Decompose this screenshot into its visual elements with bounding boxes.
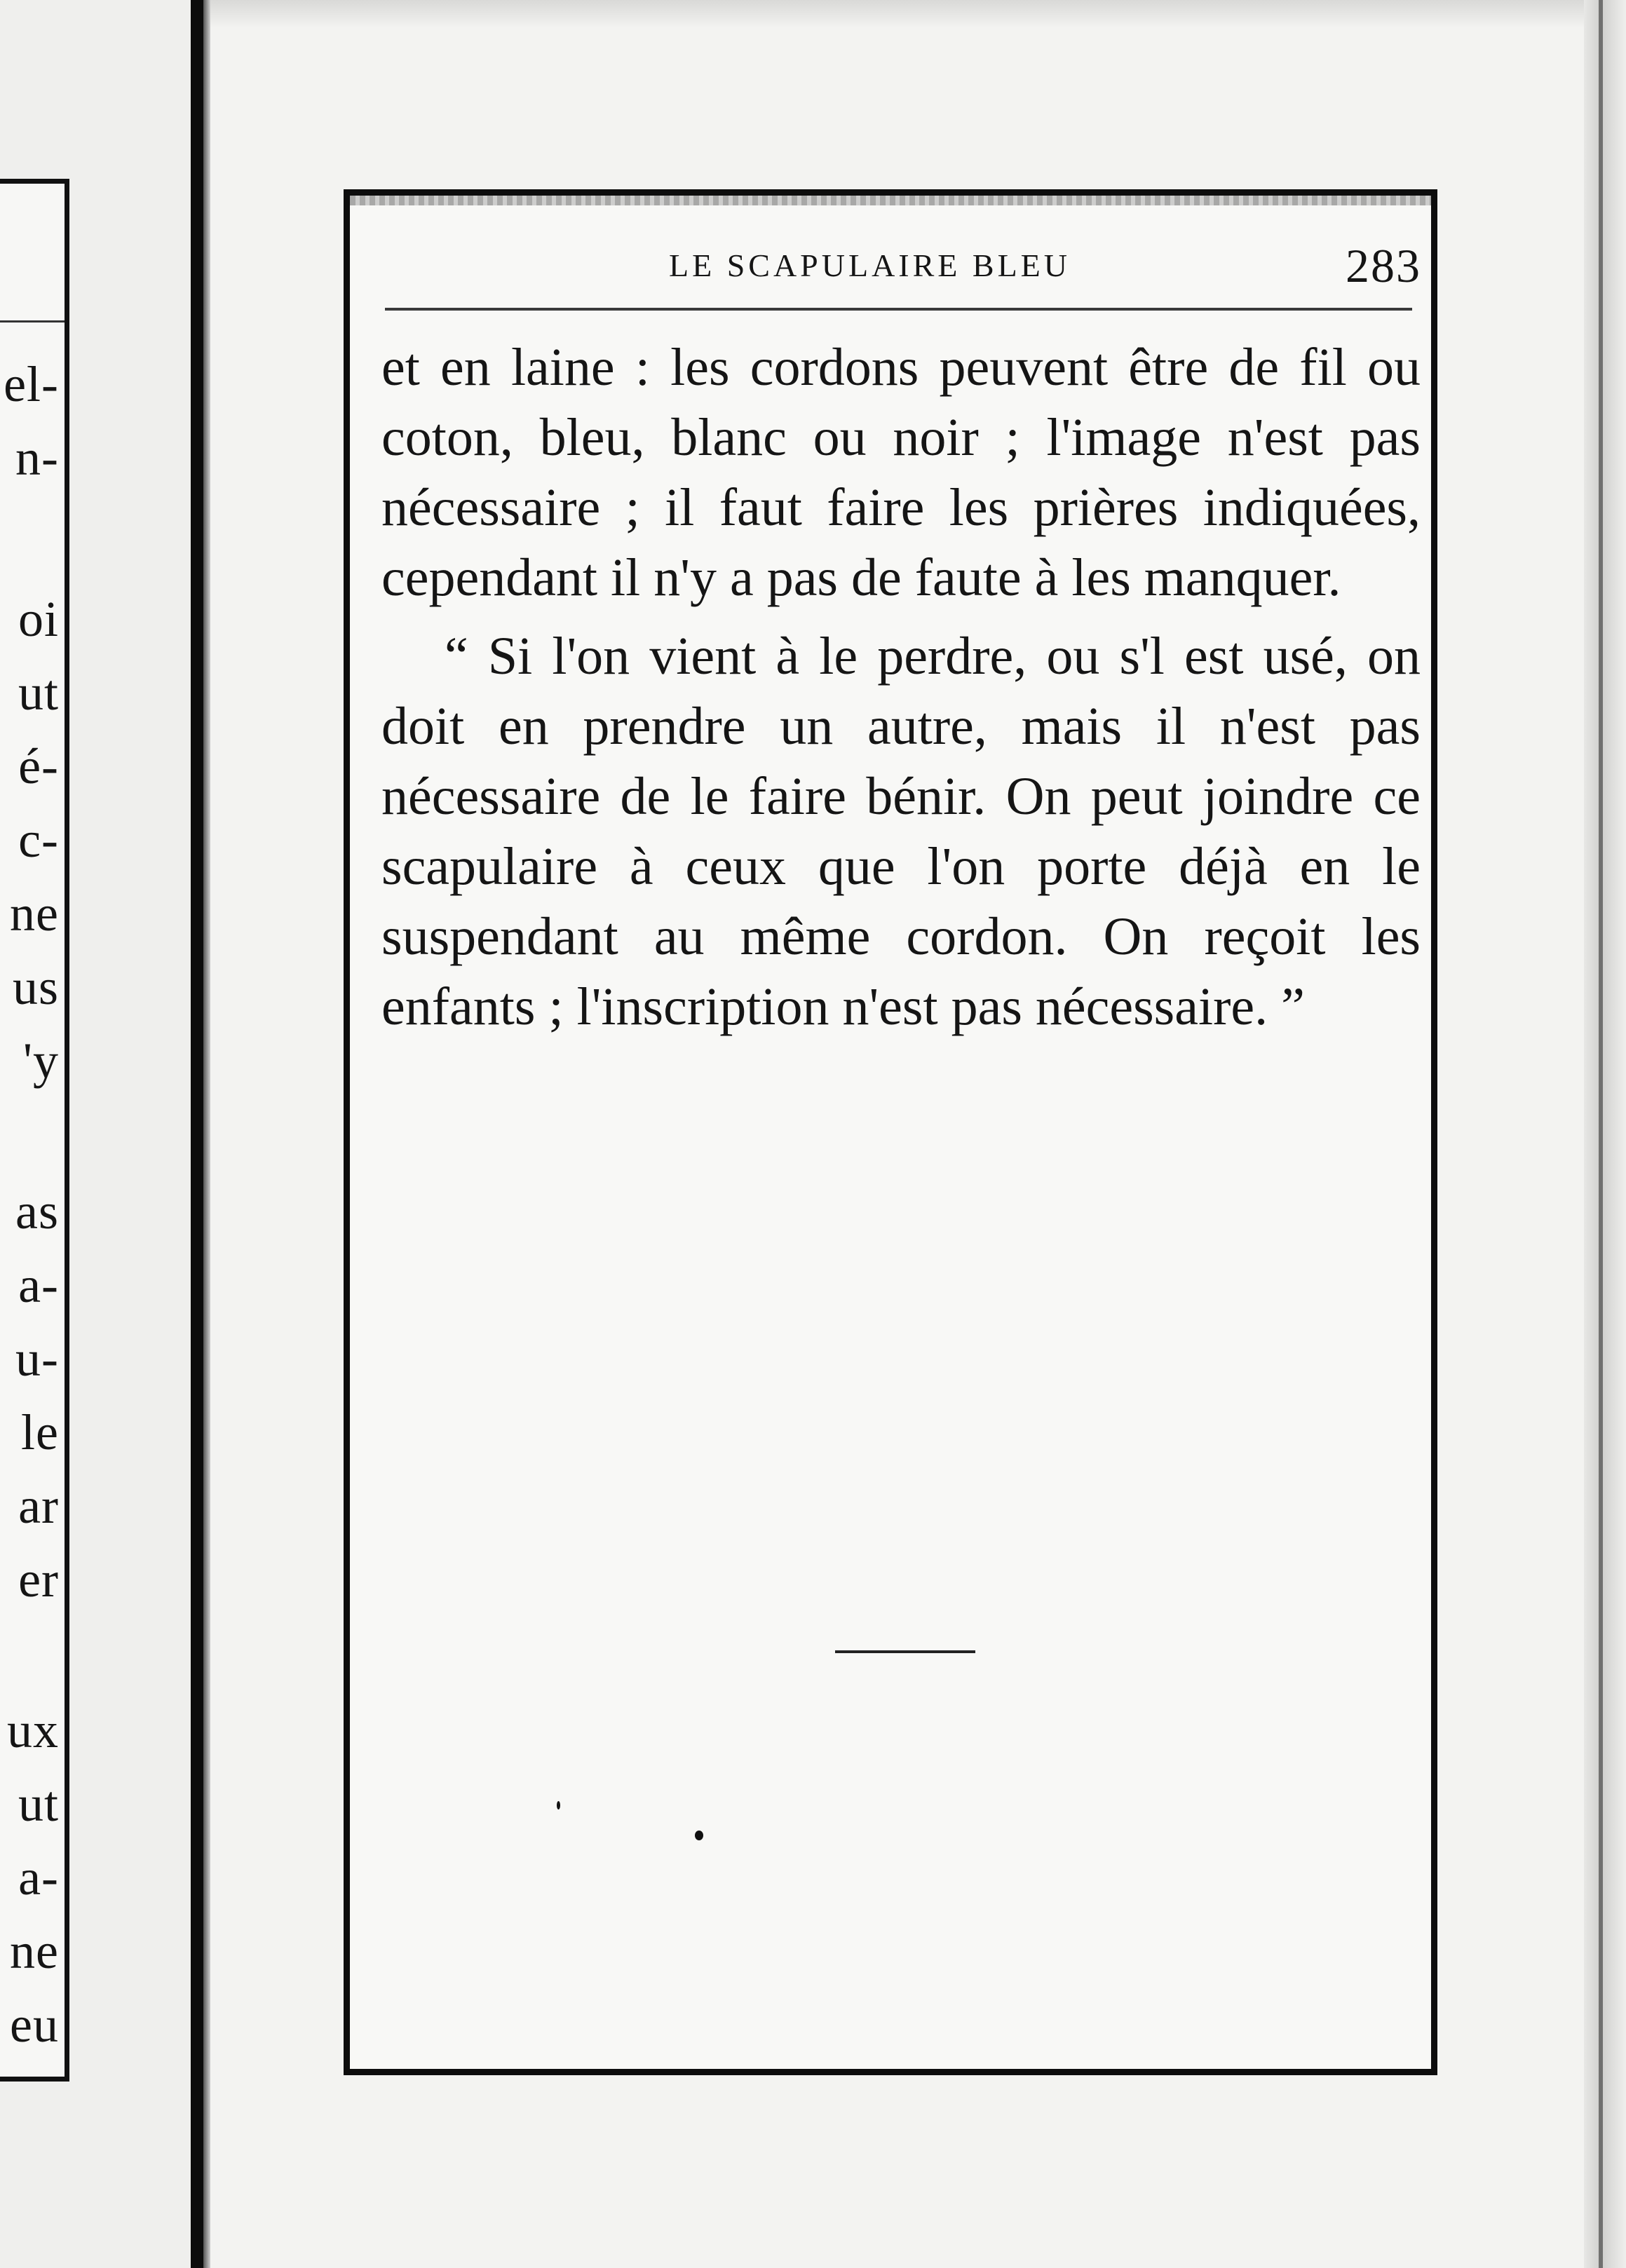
- paragraph: “ Si l'on vient à le perdre, ou s'l est usé, on doit en prendre un autre, mais il n'est pas nécessaire de le faire bénir. On peut joindre ce scapulaire à ceux que l'on porte déjà en le suspendant au même cordon. On reçoit les enfants ; l'inscription n'est pas nécessaire. ”: [381, 627, 1421, 1036]
- page-frame: [344, 189, 1437, 2075]
- previous-page-line: ut: [18, 665, 59, 721]
- running-head: [350, 234, 1431, 297]
- previous-page-line: ne: [10, 885, 59, 942]
- previous-page-line: us: [12, 959, 59, 1015]
- previous-page-line: 'y: [23, 1033, 59, 1089]
- header-rule: [385, 308, 1412, 311]
- previous-page-fragment: [0, 179, 69, 2082]
- previous-page-line: oi: [18, 591, 59, 647]
- previous-page-line: as: [15, 1183, 59, 1240]
- previous-page-line: ut: [18, 1776, 59, 1832]
- previous-page-line: é-: [18, 738, 59, 794]
- spine-shadow: [191, 0, 205, 2268]
- body-text: [381, 332, 1421, 1042]
- previous-page-line: eu: [10, 1997, 59, 2053]
- end-rule: [835, 1650, 975, 1653]
- page-number: 283: [1346, 239, 1421, 292]
- previous-page-line: n-: [15, 430, 59, 486]
- ink-speck: [557, 1801, 560, 1809]
- previous-page-line: ar: [18, 1478, 59, 1534]
- previous-page-line: u-: [15, 1331, 59, 1387]
- right-edge-shadow: [1584, 0, 1626, 2268]
- running-title: LE SCAPULAIRE BLEU: [669, 247, 1071, 283]
- previous-page-line: c-: [18, 812, 59, 868]
- top-shade: [210, 0, 1599, 28]
- previous-page-line: er: [18, 1551, 59, 1608]
- previous-page-rule: [0, 320, 65, 322]
- ink-speck: [695, 1831, 703, 1840]
- right-page-edge: [1599, 0, 1603, 2268]
- previous-page-line: el-: [4, 356, 59, 412]
- previous-page-line: le: [21, 1404, 59, 1460]
- previous-page-line: ne: [10, 1923, 59, 1979]
- previous-page-line: ux: [7, 1702, 59, 1758]
- previous-page-line: a-: [18, 1849, 59, 1906]
- previous-page-line: a-: [18, 1257, 59, 1313]
- spine-edge: [203, 0, 210, 2268]
- page-top-border: [350, 196, 1431, 205]
- paragraph: et en laine : les cordons peuvent être de fil ou coton, bleu, blanc ou noir ; l'image n'est pas nécessaire ; il faut faire les prières indiquées, cependant il n'y a pas de faute à les manquer.: [381, 338, 1421, 607]
